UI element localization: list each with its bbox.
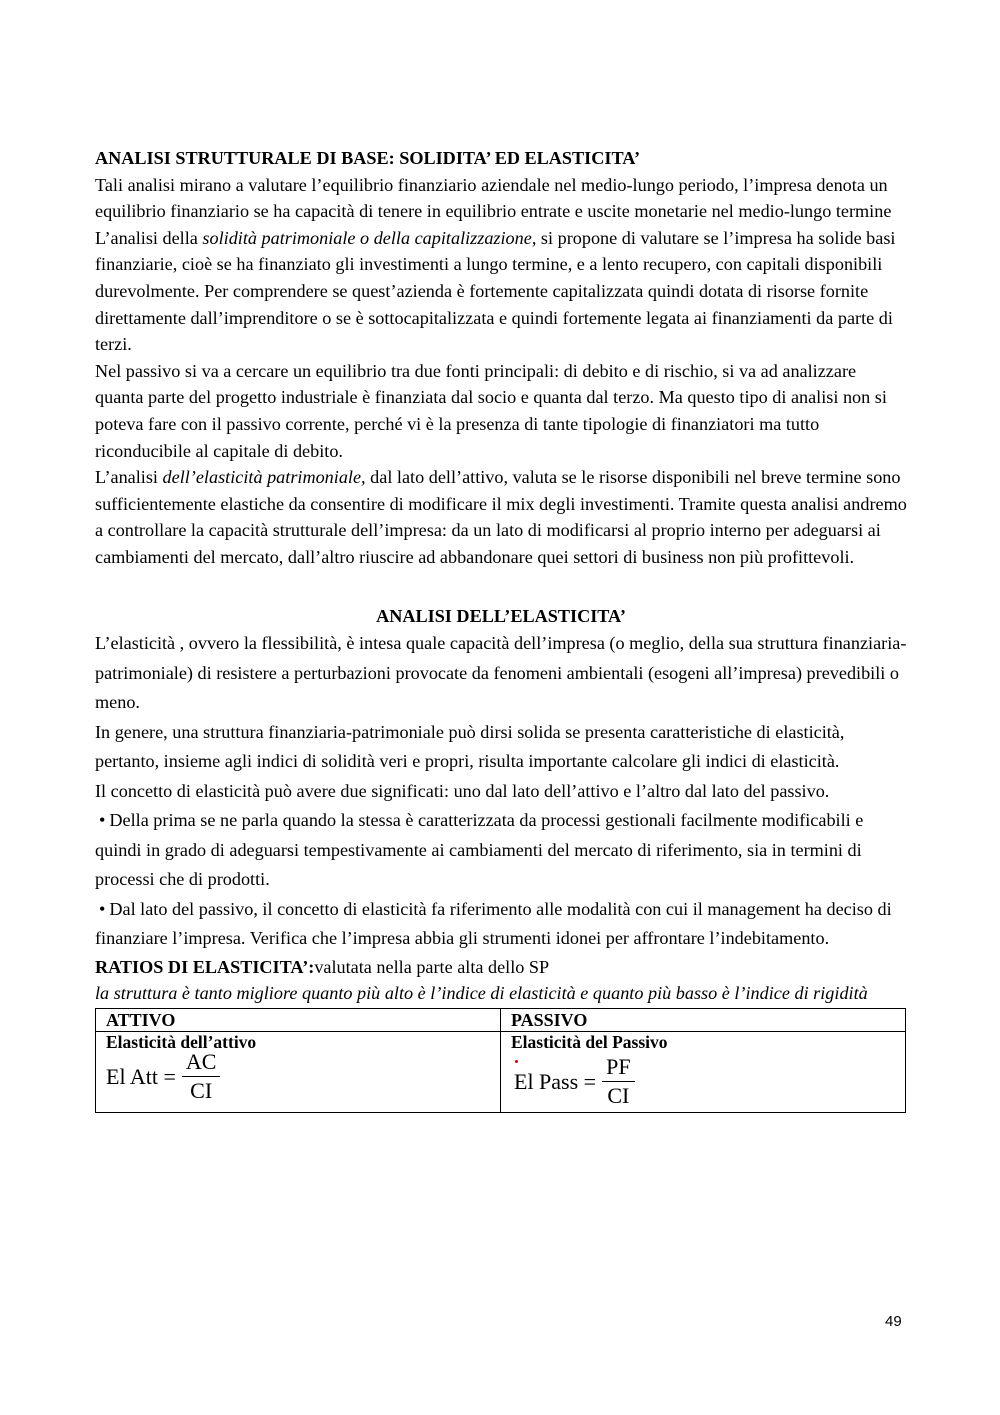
ratios-heading: RATIOS DI ELASTICITA’:valutata nella parte alta dello SP <box>95 956 550 977</box>
emphasis: solidità patrimoniale o della capitalizzazione <box>202 227 532 248</box>
bullet-item: • Dal lato del passivo, il concetto di elasticità fa riferimento alle modalità con cui il management ha deciso di finanziare l’impresa. Verifica che l’impresa abbia gli strumenti idonei per affrontare l’indebitamento. <box>95 895 907 954</box>
paragraph: Tali analisi mirano a valutare l’equilibrio finanziario aziendale nel medio-lungo periodo, l’impresa denota un equilibrio finanziario se ha capacità di tenere in equilibrio entrate e uscite monetarie nel medio-lungo termine <box>95 174 892 222</box>
ratios-table <box>95 1008 906 1113</box>
bullet-item: • Della prima se ne parla quando la stessa è caratterizzata da processi gestionali facilmente modificabili e quindi in grado di adeguarsi tempestivamente ai cambiamenti del mercato di riferimento, sia in termini di processi che di prodotti. <box>95 806 907 895</box>
formula-title: Elasticità del Passivo <box>511 1031 668 1052</box>
paragraph: L’analisi dell’elasticità patrimoniale, dal lato dell’attivo, valuta se le risorse disponibili nel breve termine sono sufficientemente elastiche da consentire di modificare il mix degli investimenti. Tramite questa analisi andremo a controllare la capacità strutturale dell’impresa: da un lato di modificarsi al proprio interno per adeguarsi ai cambiamenti del mercato, dall’altro riuscire ad abbandonare quei settori di business non più profittevoli. <box>95 467 907 567</box>
table-cell-passivo <box>501 1031 906 1112</box>
paragraph: L’elasticità , ovvero la flessibilità, è intesa quale capacità dell’impresa (o meglio, della sua struttura finanziaria- patrimoniale) di resistere a perturbazioni provocate da fenomeni ambientali (esogeni all’impresa) prevedibili o meno. <box>95 633 907 713</box>
emphasis: dell’elasticità patrimoniale, <box>162 467 366 488</box>
formula-title: Elasticità dell’attivo <box>106 1031 257 1052</box>
paragraph: Nel passivo si va a cercare un equilibrio tra due fonti principali: di debito e di rischio, si va ad analizzare quanta parte del progetto industriale è finanziata dal socio e quanta dal terzo. Ma questo tipo di analisi non si poteva fare con il passivo corrente, perché vi è la presenza di tante tipologie di finanziatori ma tutto riconducibile al capitale di debito. <box>95 360 887 461</box>
table-header-passivo: PASSIVO <box>501 1008 906 1031</box>
page-number: 49 <box>885 1313 902 1330</box>
paragraph: Il concetto di elasticità può avere due significati: uno dal lato dell’attivo e l’altro dal lato del passivo. <box>95 780 830 801</box>
section-title: ANALISI STRUTTURALE DI BASE: SOLIDITA’ ED ELASTICITA’ <box>95 148 641 168</box>
table-cell-attivo <box>96 1031 501 1112</box>
section-title: ANALISI DELL’ELASTICITA’ <box>376 605 626 626</box>
ratios-note: la struttura è tanto migliore quanto più alto è l’indice di elasticità e quanto più basso è l’indice di rigidità <box>95 983 868 1004</box>
page-content <box>95 145 907 1113</box>
formula-el-att: El Att = $\frac{AC}{CI}$ <box>106 1052 490 1102</box>
paragraph: In genere, una struttura finanziaria-patrimoniale può dirsi solida se presenta caratteristiche di elasticità, pertanto, insieme agli indici di solidità veri e propri, risulta importante calcolare gli indici di elasticità. <box>95 721 845 772</box>
red-dot-mark <box>515 1060 518 1063</box>
formula-el-pass: El Pass = $\frac{PF}{CI}$ <box>511 1052 895 1112</box>
table-header-attivo: ATTIVO <box>96 1008 501 1031</box>
paragraph: L’analisi della solidità patrimoniale o della capitalizzazione, si propone di valutare se l’impresa ha solide basi finanziarie, cioè se ha finanziato gli investimenti a lungo termine, e a lento recupero, con capitali disponibili durevolmente. Per comprendere se quest’azienda è fortemente capitalizzata quindi dotata di risorse fornite direttamente dall’imprenditore o se è sottocapitalizzata e quindi fortemente legata ai finanziamenti da parte di terzi. <box>95 227 896 355</box>
